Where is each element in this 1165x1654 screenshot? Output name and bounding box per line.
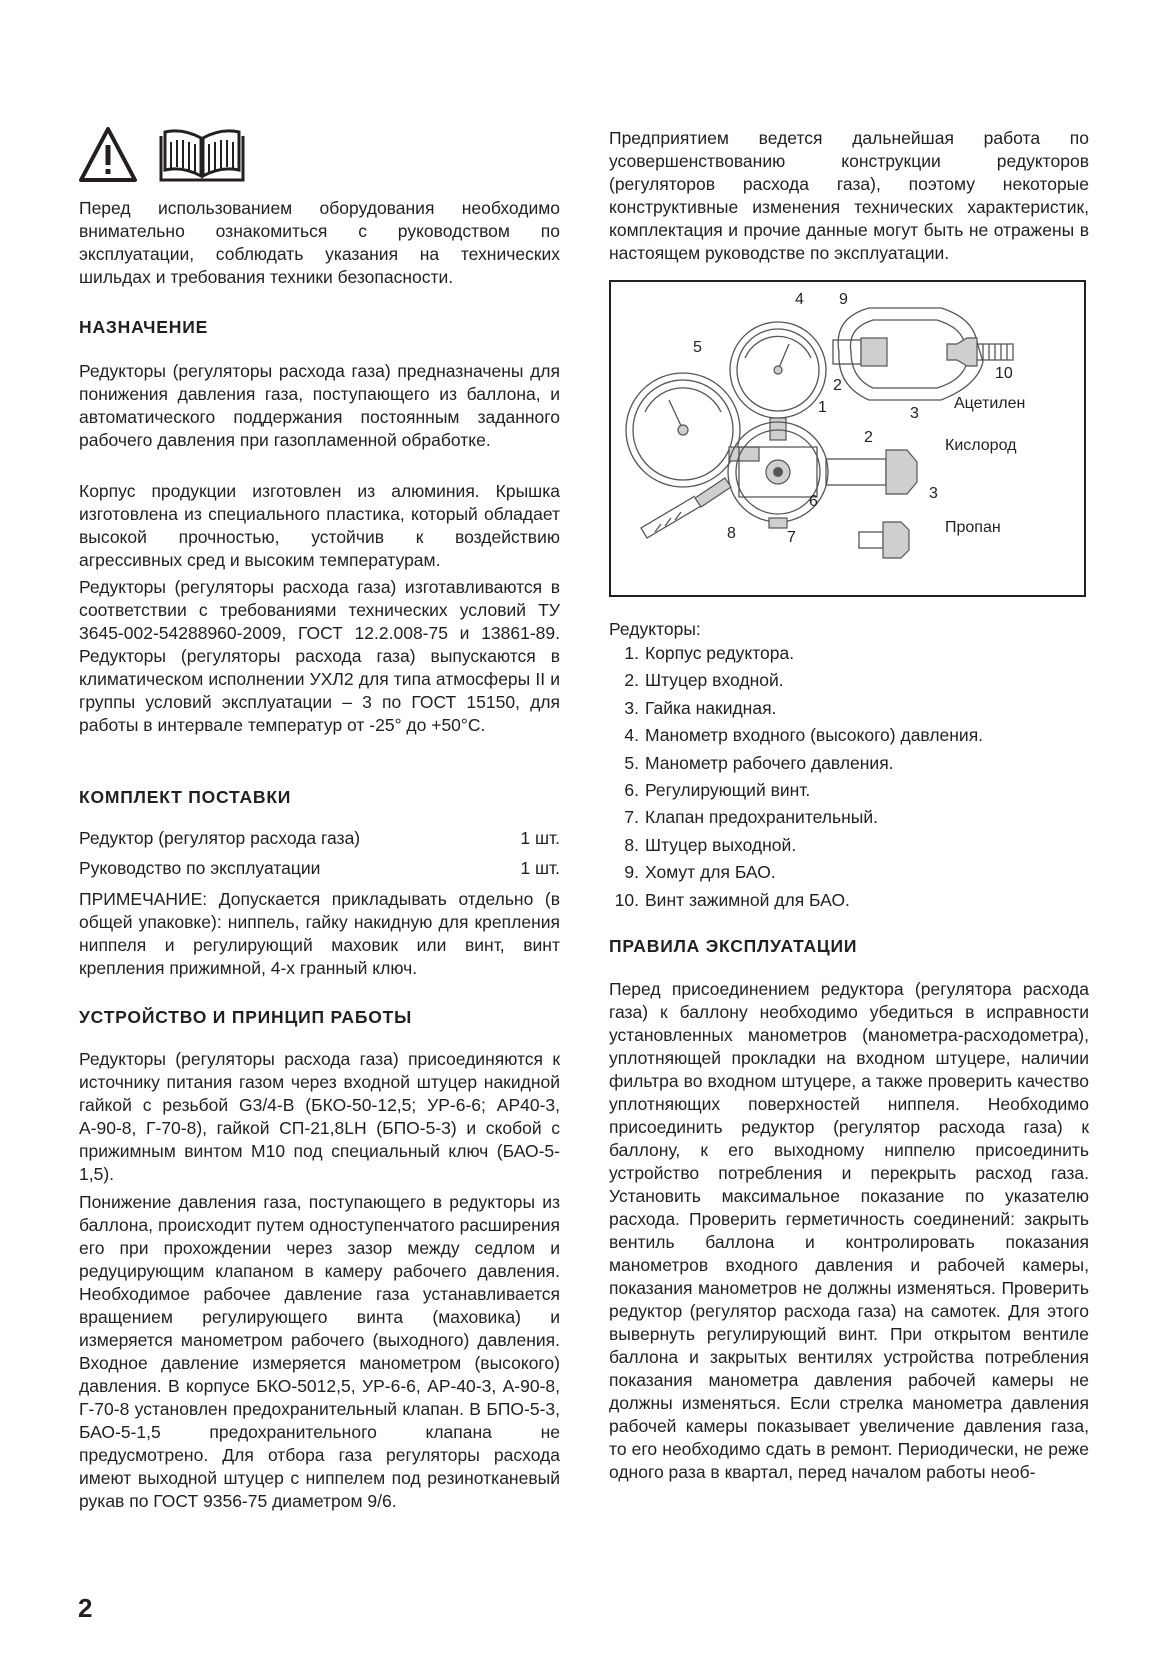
device-paragraph-2: Понижение давления газа, поступающего в редукторы из баллона, происходит путем одноступенчатого расширения его при прохождении через зазор между седлом и редуцирующим клапаном в камеру рабочего давления. Необходимое рабочее давление газа устанавливается вращением регулирующего винта (маховика) и измеряется манометром рабочего (выходного) давления. Входное давление измеряется манометром (высокого) давления. В корпусе БКО-5012,5, УР-6-6, АР-40-3, А-90-8, Г-70-8 установлен предохранительный клапан. В БПО-5-3, БАО-5-1,5 предохранительного клапана не предусмотрено. Для отбора газа регуляторы расхода имеют выходной штуцер с ниппелем под резинотканевый рукав по ГОСТ 9356-75 диаметром 9/6. — [79, 1192, 560, 1511]
label-5: 5 — [693, 339, 702, 356]
improvement-notice: Предприятием ведется дальнейшая работа по усовершенствованию конструкции редукторов (регуляторов расхода газа), поэтому некоторые конструктивные изменения технических характеристик, комплектация и прочие данные могут быть не отражены в настоящем руководстве по эксплуатации. — [609, 128, 1089, 263]
rules-heading: ПРАВИЛА ЭКСПЛУАТАЦИИ — [609, 936, 858, 956]
label-6: 6 — [809, 493, 818, 510]
label-7: 7 — [787, 529, 796, 546]
label-9: 9 — [839, 291, 848, 308]
list-item: 9. Хомут для БАО. — [624, 862, 776, 883]
label-3b: 3 — [929, 485, 938, 502]
parts-list — [609, 640, 1089, 914]
list-item: 10. Винт зажимной для БАО. — [614, 889, 850, 910]
gas-label-oxygen: Кислород — [945, 437, 1017, 454]
kit-item — [79, 857, 560, 880]
label-2a: 2 — [833, 377, 842, 394]
kit-heading: КОМПЛЕКТ ПОСТАВКИ — [79, 787, 292, 807]
list-item: 8. Штуцер выходной. — [624, 834, 797, 855]
label-10: 10 — [995, 365, 1013, 382]
device-heading: УСТРОЙСТВО И ПРИНЦИП РАБОТЫ — [79, 1007, 413, 1027]
list-item: 7. Клапан предохранительный. — [624, 807, 879, 828]
purpose-paragraph-1: Редукторы (регуляторы расхода газа) предназначены для понижения давления газа, поступающего из баллона, и автоматического поддержания постоянным заданного рабочего давления при газопламенной обработке. — [79, 361, 560, 450]
kit-item-qty: 1 шт. — [520, 828, 560, 848]
kit-item — [79, 827, 560, 850]
label-4: 4 — [795, 291, 804, 308]
list-item: 5. Манометр рабочего давления. — [624, 752, 894, 773]
propane-nut — [859, 522, 909, 558]
open-book-icon — [161, 131, 243, 180]
parts-title: Редукторы: — [609, 619, 701, 639]
page-number: 2 — [78, 1593, 93, 1623]
purpose-paragraph-2: Корпус продукции изготовлен из алюминия. Крышка изготовлена из специального пластика, который обладает высокой прочностью, устойчив к воздействию агрессивных сред и высоким температурам. — [79, 481, 560, 570]
list-item: 1. Корпус редуктора. — [624, 643, 795, 663]
acetylene-clamp — [833, 308, 1013, 400]
device-paragraph-1: Редукторы (регуляторы расхода газа) присоединяются к источнику питания газом через входной штуцер накидной гайкой с резьбой G3/4-В (БКО-50-12,5; УР-6-6; АР40-3, А-90-8, Г-70-8), гайкой СП-21,8LH (БПО-5-3) и скобой с прижимным винтом М10 под специальный ключ (БАО-5-1,5). — [79, 1049, 560, 1184]
purpose-paragraph-3: Редукторы (регуляторы расхода газа) изготавливаются в соответствии с требованиями технических условий ТУ 3645-002-54288960-2009, ГОСТ 12.2.008-75 и 13861-89. Редукторы (регуляторы расхода газа) выпускаются в климатическом исполнении УХЛ2 для типа атмосферы II и группы условий эксплуатации – 3 по ГОСТ 15150, для работы в интервале температур от -25° до +50°С. — [79, 577, 560, 735]
label-3a: 3 — [910, 405, 919, 422]
purpose-heading: НАЗНАЧЕНИЕ — [79, 317, 209, 337]
list-item: 6. Регулирующий винт. — [624, 780, 811, 801]
list-item: 3. Гайка накидная. — [624, 697, 777, 718]
kit-list — [79, 827, 560, 880]
regulator-drawing — [611, 282, 1084, 595]
kit-item-name: Редуктор (регулятор расхода газа) — [79, 828, 361, 848]
intro-text: Перед использованием оборудования необходимо внимательно ознакомиться с руководством по эксплуатации, соблюдать указания на технических шильдах и требования техники безопасности. — [79, 198, 560, 287]
warning-triangle-icon — [81, 129, 135, 180]
regulator-diagram — [609, 280, 1086, 597]
label-2b: 2 — [864, 429, 873, 446]
kit-item-qty: 1 шт. — [520, 858, 560, 878]
warning-manual-icons — [79, 126, 249, 184]
label-8: 8 — [727, 525, 736, 542]
rules-paragraph: Перед присоединением редуктора (регулятора расхода газа) к баллону необходимо убедиться в исправности установленных манометров (манометра-расходометра), уплотняющей прокладки на входном штуцере, наличии фильтра во входном штуцере, а также проверить качество уплотняющих поверхностей ниппеля. Необходимо присоединить редуктор (регулятор расхода газа) к баллону, к его выходному ниппелю присоединить устройство потребления и перекрыть расход газа. Установить максимальное показание по указателю расхода. Проверить герметичность соединений: закрыть вентиль баллона и контролировать показания манометров входного давления и рабочей камеры, показания манометров не должны изменяться. Проверить редуктор (регулятор расхода газа) на самотек. Для этого вывернуть регулирующий винт. При открытом вентиле баллона и закрытых вентилях устройства потребления показания манометра давления рабочей камеры не должны изменяться. Если стрелка манометра давления рабочей камеры показывает увеличение давления газа, то его необходимо сдать в ремонт. Периодически, не реже одного раза в квартал, перед началом работы необ- — [609, 979, 1089, 1482]
kit-note: ПРИМЕЧАНИЕ: Допускается прикладывать отдельно (в общей упаковке): ниппель, гайку накидную для крепления ниппеля и регулирующий маховик или винт, винт крепления прижимной, 4-х гранный ключ. — [79, 889, 560, 978]
gas-label-acetylene: Ацетилен — [954, 395, 1026, 412]
label-1: 1 — [818, 399, 827, 416]
list-item: 2. Штуцер входной. — [624, 670, 784, 691]
list-item: 4. Манометр входного (высокого) давления. — [624, 725, 984, 746]
inlet-fitting — [826, 450, 917, 494]
kit-item-name: Руководство по эксплуатации — [79, 858, 321, 878]
gas-label-propane: Пропан — [945, 519, 1001, 536]
